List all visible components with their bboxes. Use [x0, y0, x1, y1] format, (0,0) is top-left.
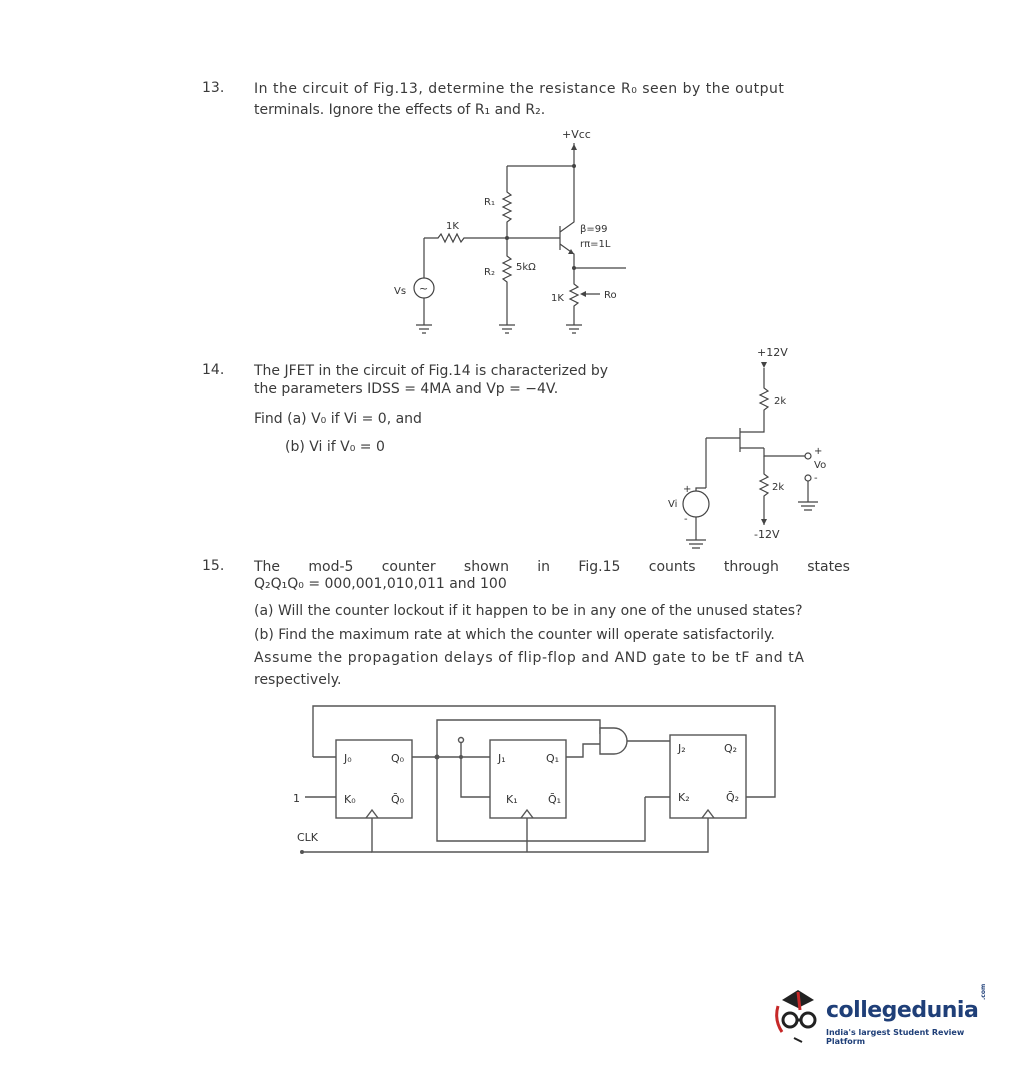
q15-word: in: [537, 559, 551, 575]
vi-minus: -: [684, 514, 688, 525]
q15-word: shown: [463, 559, 509, 575]
ff1-k: K₁: [506, 793, 518, 806]
vpos-label: +12V: [757, 346, 788, 359]
question-15-number: 15.: [202, 558, 225, 574]
vneg-label: -12V: [754, 528, 780, 541]
ff0-k: K₀: [344, 793, 356, 806]
vo-label: Vo: [814, 460, 827, 471]
question-13-number: 13.: [202, 80, 225, 96]
brand-suffix: .com: [980, 983, 987, 1000]
brand-logo[interactable]: [768, 980, 998, 1050]
r-in-label: 1K: [446, 221, 459, 232]
brand-tagline: India's largest Student Review Platform: [826, 1028, 965, 1046]
ff0-q: Q₀: [391, 752, 405, 765]
source-symbol: ~: [419, 282, 429, 295]
ff2-j: J₂: [678, 742, 686, 755]
question-14-number: 14.: [202, 362, 225, 378]
re-label: 1K: [551, 293, 564, 304]
ff1-q: Q₁: [546, 752, 560, 765]
q15-word: states: [807, 559, 850, 575]
ff2-k: K₂: [678, 791, 690, 804]
vs-label: Vs: [394, 286, 407, 297]
vi-label: Vi: [668, 499, 678, 510]
question-14-line-2: the parameters IDSS = 4MA and Vp = −4V.: [254, 381, 559, 397]
ff1-qbar: Q̄₁: [548, 793, 562, 806]
vi-plus: +: [683, 484, 692, 495]
question-14-line-1: The JFET in the circuit of Fig.14 is characterized by: [254, 363, 609, 379]
vo-plus: +: [814, 446, 823, 457]
ff0-j: J₀: [344, 752, 352, 765]
q15-word: mod-5: [308, 559, 354, 575]
rpi-label: rπ=1L: [580, 239, 611, 250]
q15-word: through: [723, 559, 779, 575]
rd-label: 2k: [774, 396, 787, 407]
q15-word: counter: [381, 559, 436, 575]
r-bias-label: 5kΩ: [516, 262, 536, 273]
vcc-label: +Vcc: [562, 128, 591, 141]
question-13-line-1: In the circuit of Fig.13, determine the resistance R₀ seen by the output: [254, 81, 785, 97]
question-15-line-6: respectively.: [254, 672, 342, 688]
q15-word: Fig.15: [578, 559, 621, 575]
one-label: 1: [293, 792, 300, 805]
r1-label: R₁: [484, 197, 495, 208]
question-14-line-3: Find (a) V₀ if Vi = 0, and: [254, 411, 422, 427]
rs-label: 2k: [772, 482, 785, 493]
question-13-line-2: terminals. Ignore the effects of R₁ and R₂.: [254, 102, 546, 118]
brand-name: collegedunia: [826, 998, 979, 1023]
ff1-j: J₁: [498, 752, 506, 765]
ff2-q: Q₂: [724, 742, 738, 755]
and-gate: [600, 728, 627, 754]
ff2-qbar: Q̄₂: [726, 791, 740, 804]
question-14-line-4: (b) Vi if V₀ = 0: [285, 439, 385, 455]
question-15-part-b: (b) Find the maximum rate at which the counter will operate satisfactorily.: [254, 627, 775, 643]
q15-word: counts: [648, 559, 696, 575]
beta-label: β=99: [580, 224, 608, 235]
ro-label: Ro: [604, 290, 617, 301]
vo-minus: -: [814, 473, 818, 484]
mascot-icon: [768, 980, 828, 1042]
question-15-line-5: Assume the propagation delays of flip-flop and AND gate to be tF and tA: [254, 650, 805, 666]
question-15-part-a: (a) Will the counter lockout if it happen to be in any one of the unused states?: [254, 603, 803, 619]
clk-label: CLK: [297, 831, 319, 844]
r2-label: R₂: [484, 267, 495, 278]
ff0-qbar: Q̄₀: [391, 793, 405, 806]
question-15-line-2: Q₂Q₁Q₀ = 000,001,010,011 and 100: [254, 576, 507, 592]
q15-word: The: [254, 559, 281, 575]
